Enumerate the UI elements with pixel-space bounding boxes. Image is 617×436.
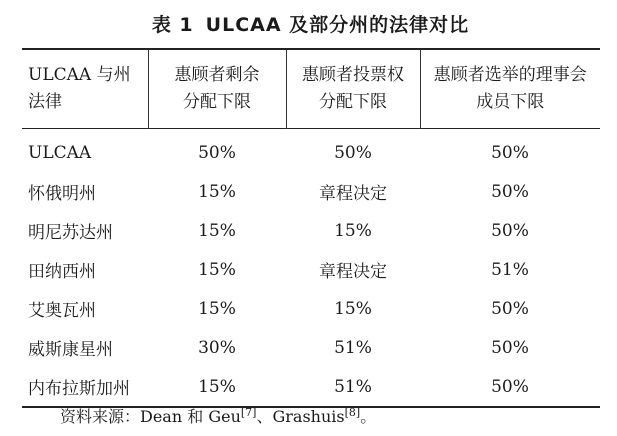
table-title	[0, 10, 617, 37]
table-row	[22, 250, 600, 289]
row-label: 威斯康星州	[28, 340, 113, 360]
table-cell: 50%	[491, 298, 529, 319]
row-label: 怀俄明州	[28, 184, 96, 204]
table-cell: 50%	[491, 376, 529, 397]
column-header-voting	[286, 49, 420, 129]
row-label: 明尼苏达州	[28, 223, 113, 243]
table-cell: 15%	[198, 298, 236, 319]
table-cell: 15%	[334, 220, 372, 241]
table-cell: 50%	[334, 142, 372, 163]
table-cell: 50%	[491, 220, 529, 241]
row-label: 田纳西州	[28, 262, 96, 282]
table-cell: 50%	[198, 142, 236, 163]
source-note	[60, 404, 376, 427]
column-header-board	[420, 49, 600, 129]
citation-ref: [8]	[344, 406, 361, 419]
table-cell: 15%	[198, 376, 236, 397]
table-cell: 章程决定	[319, 262, 387, 282]
column-header-line: 法律	[28, 92, 62, 112]
column-header-law	[22, 49, 148, 129]
table-cell: 15%	[198, 220, 236, 241]
table-row	[22, 289, 600, 328]
row-label: 艾奥瓦州	[28, 301, 96, 321]
table-cell: 50%	[491, 337, 529, 358]
table-cell: 15%	[198, 259, 236, 280]
table-cell: 51%	[334, 376, 372, 397]
column-header-line: 惠顾者投票权	[302, 65, 404, 85]
table-row	[22, 328, 600, 367]
table-cell: 30%	[198, 337, 236, 358]
table-row	[22, 172, 600, 211]
table-cell: 51%	[491, 259, 529, 280]
row-label: ULCAA	[28, 142, 92, 163]
column-header-line: 惠顾者选举的理事会	[433, 65, 587, 85]
table-cell: 15%	[198, 181, 236, 202]
column-header-line: 惠顾者剩余	[174, 65, 260, 85]
table-cell: 章程决定	[319, 184, 387, 204]
table-row	[22, 129, 600, 173]
citation-ref: [7]	[240, 406, 257, 419]
comparison-table	[22, 48, 600, 408]
column-header-line: ULCAA 与州	[28, 65, 131, 85]
table-row	[22, 367, 600, 407]
row-label: 内布拉斯加州	[28, 379, 130, 399]
table-row	[22, 211, 600, 250]
table-header-row	[22, 49, 600, 129]
table-cell: 15%	[334, 298, 372, 319]
source-middle: 、Grashuis	[256, 407, 345, 426]
column-header-line: 分配下限	[183, 92, 251, 112]
column-header-line: 分配下限	[319, 92, 387, 112]
table-number: 表 1	[151, 14, 194, 36]
source-suffix: 。	[360, 407, 377, 426]
table-cell: 50%	[491, 181, 529, 202]
table-title-text: ULCAA 及部分州的法律对比	[205, 14, 470, 36]
table-cell: 51%	[334, 337, 372, 358]
source-prefix: 资料来源：Dean 和 Geu	[60, 407, 241, 426]
column-header-line: 成员下限	[476, 92, 545, 112]
column-header-surplus	[148, 49, 286, 129]
table-cell: 50%	[491, 142, 529, 163]
